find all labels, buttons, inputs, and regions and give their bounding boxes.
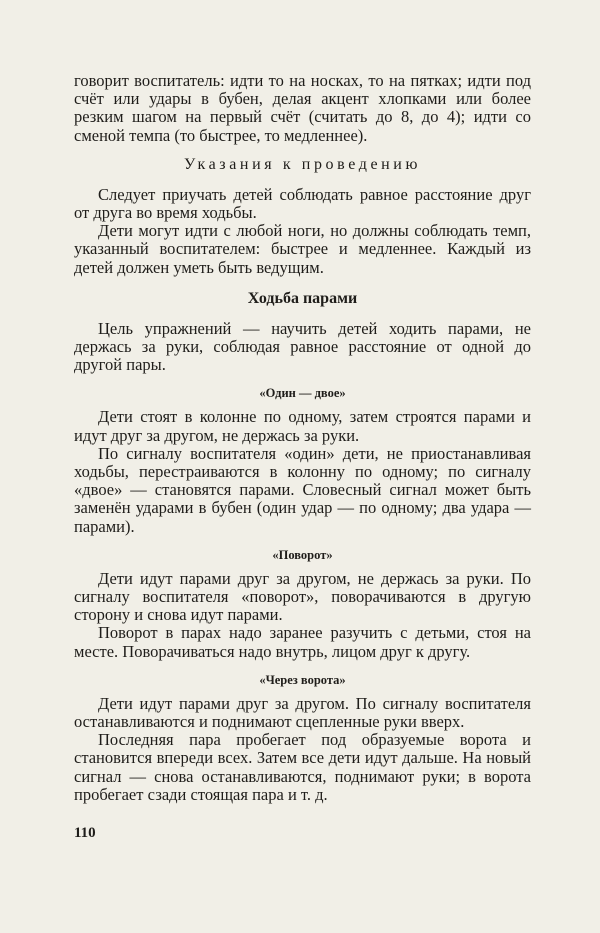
intro-paragraph: говорит воспитатель: идти то на носках, то на пятках; идти под счёт или удары в бубен, делая акцент хлопками или более резким шагом на первый счёт (считать до 8, до 4); идти со сменой темпа (то быстрее, то медленнее).	[74, 71, 531, 145]
instructions-paragraph-1: Следует приучать детей соблюдать равное расстояние друг от друга во время ходьбы.	[74, 184, 531, 223]
one-two-paragraph-2: По сигналу воспитателя «один» дети, не приостанавливая ходьбы, перестраиваются в колонну по одному; по сигналу «двое» — становятся парами. Словесный сигнал может быть заменён ударами в бубен (один удар — по одному; два удара — парами).	[74, 443, 531, 536]
gates-paragraph-1: Дети идут парами друг за другом. По сигналу воспитателя останавливаются и поднимают сцепленные руки вверх.	[74, 693, 531, 732]
game-title-gates: «Через ворота»	[259, 672, 346, 687]
book-page	[74, 72, 531, 842]
gates-paragraph-2: Последняя пара пробегает под образуемые ворота и становится впереди всех. Затем все дети идут дальше. На новый сигнал — снова останавливаются, поднимают руки; в ворота пробегает сзади стоящая пара и т. д.	[74, 730, 531, 804]
one-two-paragraph-1: Дети стоят в колонне по одному, затем строятся парами и идут друг за другом, не держась за руки.	[74, 407, 531, 445]
instructions-paragraph-2: Дети могут идти с любой ноги, но должны соблюдать темп, указанный воспитателем: быстрее и медленнее. Каждый из детей должен уметь быть ведущим.	[74, 221, 531, 277]
section-heading-pair-walking: Ходьба парами	[247, 289, 358, 307]
pair-walking-paragraph: Цель упражнений — научить детей ходить парами, не держась за руки, соблюдая равное расстояние от одной до другой пары.	[74, 318, 531, 375]
game-title-one-two: «Один — двое»	[259, 386, 346, 401]
turn-paragraph-2: Поворот в парах надо заранее разучить с детьми, стоя на месте. Поворачиваться надо внутрь, лицом друг к другу.	[74, 623, 531, 661]
section-heading-instructions: Указания к проведению	[183, 155, 422, 173]
turn-paragraph-1: Дети идут парами друг за другом, не держась за руки. По сигналу воспитателя «поворот», поворачиваются в другую сторону и снова идут парами.	[74, 568, 531, 625]
page-number: 110	[74, 825, 96, 842]
game-title-turn: «Поворот»	[272, 547, 333, 562]
